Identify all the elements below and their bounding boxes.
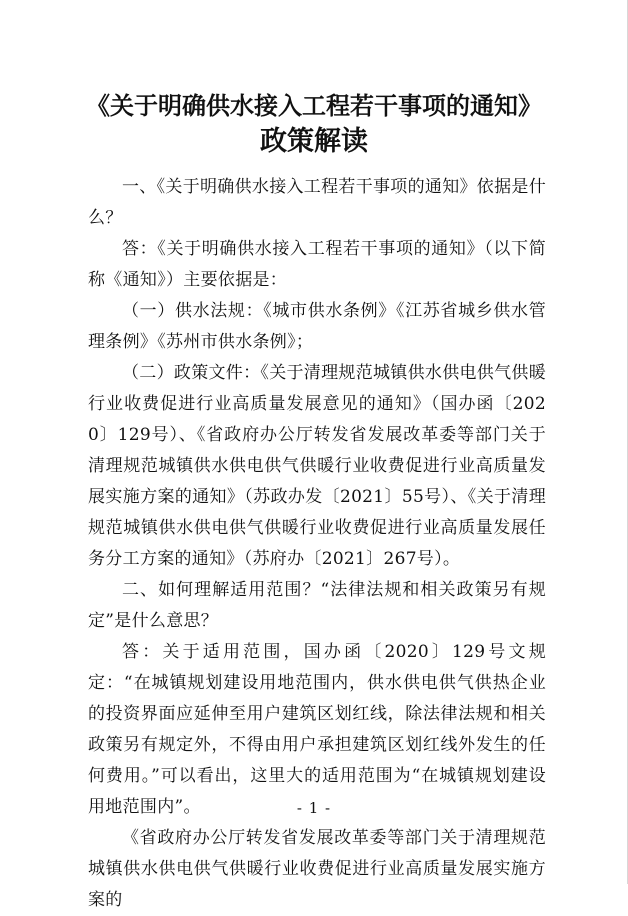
document-subtitle: 政策解读 [260, 126, 368, 157]
answer-1-item-1: （一）供水法规：《城市供水条例》《江苏省城乡供水管理条例》《苏州市供水条例》； [88, 301, 546, 352]
answer-1-intro: 答：《关于明确供水接入工程若干事项的通知》（以下简称《通知》）主要依据是： [88, 239, 546, 290]
answer-1-item-2: （二）政策文件：《关于清理规范城镇供水供电供气供暖行业收费促进行业高质量发展意见的通知》（国办函〔2020〕129号）、《省政府办公厅转发省发展改革委等部门关于清理规范城镇供水供电供气供暖行业收费促进行业高质量发展实施方案的通知》（苏政办发〔2021〕55号）、《关于清理规范城镇供水供电供气供暖行业收费促进行业高质量发展任务分工方案的通知》（苏府办〔2021〕267号）。 [88, 363, 546, 569]
question-1-heading: 一、《关于明确供水接入工程若干事项的通知》依据是什么？ [88, 177, 546, 228]
document-title: 《关于明确供水接入工程若干事项的通知》 [86, 91, 542, 120]
page-number: - 1 - [296, 799, 332, 817]
answer-2-paragraph: 答：关于适用范围，国办函〔2020〕129号文规定：“在城镇规划建设用地范围内，供水供电供气供热企业的投资界面应延伸至用户建筑区划红线，除法律法规和相关政策另有规定外，不得由用户承担建筑区划红线外发生的任何费用。”可以看出，这里大的适用范围为“在城镇规划建设用地范围内”。 [88, 642, 546, 817]
question-2-heading: 二、如何理解适用范围？“法律法规和相关政策另有规定”是什么意思？ [88, 580, 546, 631]
answer-2-continuation: 《省政府办公厅转发省发展改革委等部门关于清理规范城镇供水供电供气供暖行业收费促进行业高质量发展实施方案的 [88, 828, 546, 910]
